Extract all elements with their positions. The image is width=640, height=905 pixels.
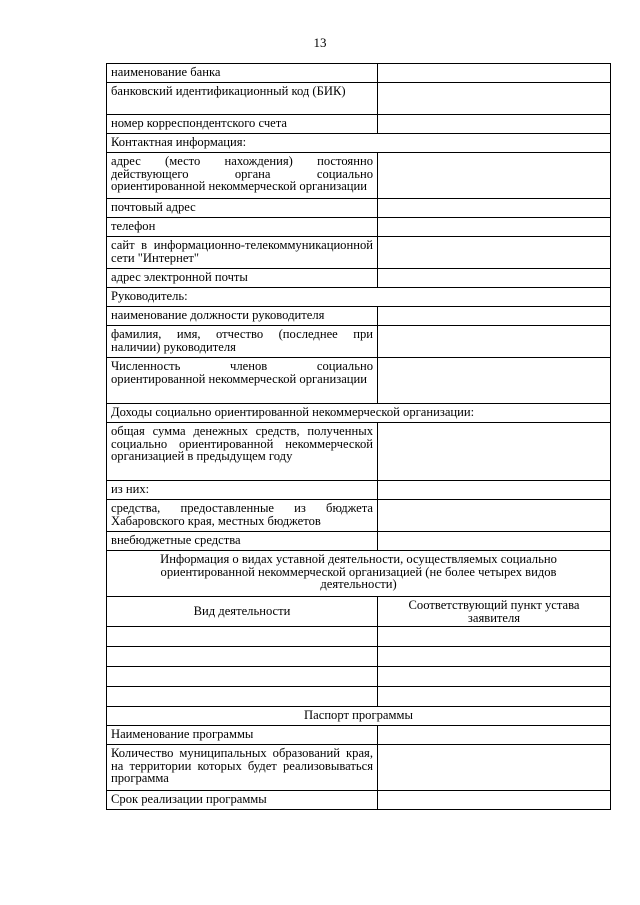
row-activity-1 <box>107 627 611 647</box>
label-address: адрес (место нахождения) постоянно действующего органа социально ориентированной некоммерческой организации <box>107 153 378 199</box>
section-activities: Информация о видах уставной деятельности, осуществляемых социально ориентированной некоммерческой организацией (не более четырех видов деятельности) <box>107 551 611 597</box>
row-program-name <box>107 726 611 745</box>
row-budget-funds <box>107 500 611 532</box>
row-activity-3 <box>107 667 611 687</box>
value-address[interactable] <box>378 153 611 199</box>
label-website: сайт в информационно-телекоммуникационной сети "Интернет" <box>107 237 378 269</box>
row-offbudget-funds <box>107 532 611 551</box>
label-budget-funds: средства, предоставленные из бюджета Хабаровского края, местных бюджетов <box>107 500 378 532</box>
row-activity-2 <box>107 647 611 667</box>
application-form-table <box>106 63 611 810</box>
row-phone <box>107 218 611 237</box>
header-activity-type: Вид деятельности <box>107 597 378 627</box>
label-postal-address: почтовый адрес <box>107 199 378 218</box>
row-of-which <box>107 481 611 500</box>
label-email: адрес электронной почты <box>107 269 378 288</box>
label-corr-account: номер корреспондентского счета <box>107 115 378 134</box>
row-website <box>107 237 611 269</box>
activity-3-type[interactable] <box>107 667 378 687</box>
activity-3-clause[interactable] <box>378 667 611 687</box>
label-phone: телефон <box>107 218 378 237</box>
value-budget-funds[interactable] <box>378 500 611 532</box>
value-head-position[interactable] <box>378 307 611 326</box>
value-bank-name[interactable] <box>378 64 611 83</box>
row-head-position <box>107 307 611 326</box>
value-bik[interactable] <box>378 83 611 115</box>
row-bik <box>107 83 611 115</box>
row-members-count <box>107 358 611 404</box>
value-phone[interactable] <box>378 218 611 237</box>
header-charter-clause: Соответствующий пункт устава заявителя <box>378 597 611 627</box>
section-program-passport: Паспорт программы <box>107 707 611 726</box>
row-activities-header <box>107 551 611 597</box>
activity-2-type[interactable] <box>107 647 378 667</box>
value-municipalities-count[interactable] <box>378 745 611 791</box>
activity-4-type[interactable] <box>107 687 378 707</box>
label-bik: банковский идентификационный код (БИК) <box>107 83 378 115</box>
label-program-term: Срок реализации программы <box>107 791 378 810</box>
activity-1-type[interactable] <box>107 627 378 647</box>
row-bank-name <box>107 64 611 83</box>
row-address <box>107 153 611 199</box>
section-income: Доходы социально ориентированной некоммерческой организации: <box>107 404 611 423</box>
value-website[interactable] <box>378 237 611 269</box>
value-of-which[interactable] <box>378 481 611 500</box>
row-corr-account <box>107 115 611 134</box>
label-members-count: Численность членов социально ориентированной некоммерческой организации <box>107 358 378 404</box>
value-head-name[interactable] <box>378 326 611 358</box>
row-income-total <box>107 423 611 481</box>
label-head-name: фамилия, имя, отчество (последнее при наличии) руководителя <box>107 326 378 358</box>
row-municipalities-count <box>107 745 611 791</box>
value-corr-account[interactable] <box>378 115 611 134</box>
label-income-total: общая сумма денежных средств, полученных социально ориентированной некоммерческой организацией в предыдущем году <box>107 423 378 481</box>
value-postal-address[interactable] <box>378 199 611 218</box>
value-email[interactable] <box>378 269 611 288</box>
row-postal-address <box>107 199 611 218</box>
row-contact-info <box>107 134 611 153</box>
label-program-name: Наименование программы <box>107 726 378 745</box>
label-municipalities-count: Количество муниципальных образований края, на территории которых будет реализовываться программа <box>107 745 378 791</box>
section-contact-info: Контактная информация: <box>107 134 611 153</box>
row-email <box>107 269 611 288</box>
label-head-position: наименование должности руководителя <box>107 307 378 326</box>
activity-1-clause[interactable] <box>378 627 611 647</box>
value-program-term[interactable] <box>378 791 611 810</box>
value-offbudget-funds[interactable] <box>378 532 611 551</box>
row-program-passport <box>107 707 611 726</box>
row-income <box>107 404 611 423</box>
section-head: Руководитель: <box>107 288 611 307</box>
row-activities-columns <box>107 597 611 627</box>
value-members-count[interactable] <box>378 358 611 404</box>
page-number: 13 <box>313 35 327 50</box>
row-activity-4 <box>107 687 611 707</box>
row-program-term <box>107 791 611 810</box>
label-offbudget-funds: внебюджетные средства <box>107 532 378 551</box>
value-income-total[interactable] <box>378 423 611 481</box>
label-of-which: из них: <box>107 481 378 500</box>
row-head <box>107 288 611 307</box>
activity-2-clause[interactable] <box>378 647 611 667</box>
activity-4-clause[interactable] <box>378 687 611 707</box>
label-bank-name: наименование банка <box>107 64 378 83</box>
row-head-name <box>107 326 611 358</box>
value-program-name[interactable] <box>378 726 611 745</box>
